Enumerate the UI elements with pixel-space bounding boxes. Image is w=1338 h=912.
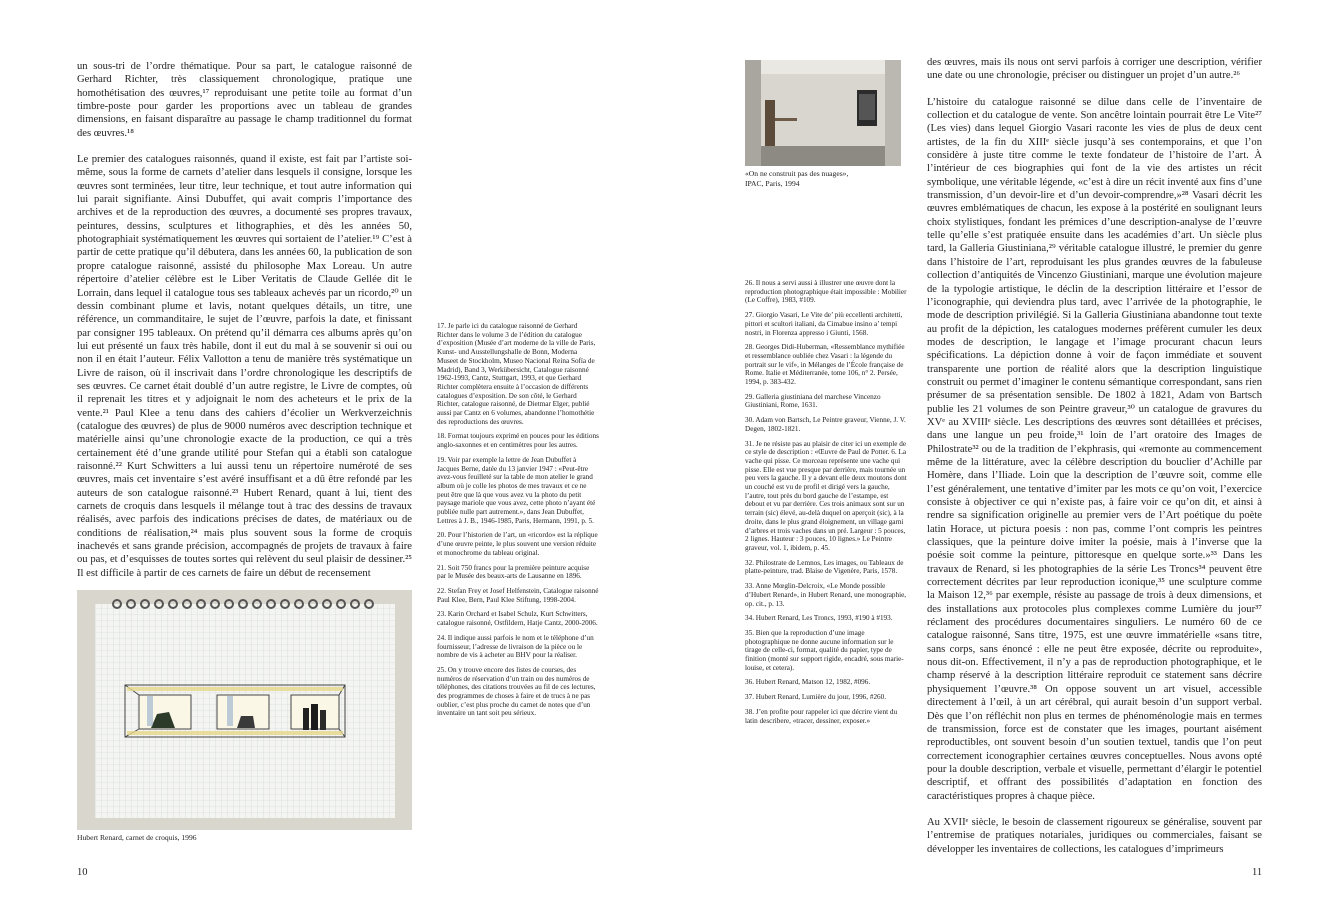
right-paragraph-2: L’histoire du catalogue raisonné se dilue dans celle de l’inventaire de collection et du catalogue de vente. Son ancêtre lointain pourrait être Le Vite²⁷ (Les vies) dans lequel Giorgio Vasari raconte les vies de plus de deux cent artistes, de la fin du XIIIᵉ siècle jusqu’à ses contemporains, et que l’on considère à juste titre comme le texte fondateur de l’histoire de l’art. À l’intérieur de ces biographies qui font de la vie des artistes un récit symbolique, une véritable légende, «c’est à dire un récit inventé aux fins d’une transmission, d’un devoir-lire et d’un devoir-comprendre,»²⁸ Vasari décrit les œuvres emblématiques de chacun, les expose à la postérité en soulignant leurs choix stylistiques, fondant les prémices d’une description-analyse de l’œuvre telle qu’elle s’est pratiquée ensuite dans les académies d’art. Un siècle plus tard, la Galleria Giustiniana,²⁹ véritable catalogue illustré, le premier du genre dans l’histoire de l’art, reproduisant les plus grandes œuvres de la fabuleuse collection d’antiquités de Vincenzo Giustiniani, marque une évolution majeure de la typologie artistique, le déclin de la description littéraire et l’essor de l’iconographie, qui deviendra plus tard, avec l’arrivée de la photographie, le mode de description privilégié. Si la Galleria Giustiniana abandonne tout texte au profit de la dépiction, les catalogues modernes préfèrent cumuler les deux modes de description, le langage et l’image procurant chacun leurs spécifications. La dépiction donne à voir de façon immédiate et souvent transparente une portion de réalité alors que la description linguistique construit ou permet d’imaginer le contenu sémantique correspondant, sans rien présumer de sa présentation sensible. De 1802 à 1821, Adam von Bartsch publie les 21 volumes de son Peintre graveur,³⁰ un catalogue de gravures du XVᵉ au XVIIIᵉ siècle. Les descriptions des œuvres sont détaillées et précises, dans une langue un peu froide,³¹ loin de l’art oratoire des Images de Philostrate³² ou de la tradition de l’ekphrasis, qui «remonte au commencement même de la littérature, avec la célèbre description du bouclier d’Achille par Homère, dans l’Iliade. Loin que la description de l’œuvre soit, comme elle l’est généralement, une tentative d’imiter par les mots ce qu’on voit, l’exercice consiste à objectiver ce qui n’existe pas, à faire voir ce qu’on dit, et ainsi à rendre sa signification originelle au premier vers de l’Art poétique du poète latin Horace, ut pictura poesis : non pas, comme l’ont compris les peintres classiques, que la peinture doive imiter la poésie, mais à l’inverse que la poésie soit comme la peinture, pittoresque en quelque sorte.»³³ Dans les travaux de Renard, si les photographies de la série Les Troncs³⁴ peuvent être correctement décrites par leur reproduction iconique,³⁵ une sculpture comme la Maison 12,³⁶ par exemple, résiste au passage de trois à deux dimensions, et des installations aux protocoles plus complexes comme Lumière du jour³⁷ réclament des procédures documentaires singuliers. Le numéro 60 de ce catalogue raisonné, Sans titre, 1975, est une œuvre immatérielle «sans titre, sans corps, sans énoncé : elle ne peut être exposée, décrite ou reproduite», nous dit-on. Effectivement, il n’y a pas de reproduction photographique, et le champ réservé à la description littéraire reproduit ce statement sans décrire physiquement l’œuvre.³⁸ On oppose souvent un art visuel, accessible directement à l’œil, à un art cérébral, qui aurait besoin d’un support verbal. Dès que l’on réfléchit non plus en termes de phénoménologie mais en termes de transmission, force est de constater que les images, pourtant aisément reproductibles, ont souvent besoin d’un soutien textuel, tandis que l’on peut correctement iconographier certaines œuvres conceptuelles. Nous avons opté pour la double description, verbale et visuelle, permettant d’élargir le potentiel descriptif, et offrant des possibilités d’adaptation en fonction des caractéristiques propres à chaque pièce.: [927, 96, 1262, 802]
gallery-photo: [745, 60, 901, 166]
footnote-31: 31. Je ne résiste pas au plaisir de citer ici un exemple de ce style de description : «Œuvre de Paul de Potter. 6. La vache qui pisse. Ce morceau représente une vache qui pisse. Elle est vue presque par derrière, mais tournée un peu vers la gauche. Il y a devant elle deux moutons dont un couché est vu de profil et dirigé vers la gauche, l’autre, tout près du bord gauche de l’estampe, est debout et vu par derrière. Ces trois animaux sont sur un terrain (sic) élevé, au-delà duquel on aperçoit (sic), à la droite, dans le plus grand éloignement, un village garni d’arbres et trois vaches dans un pré. Largeur : 5 pouces, 2 lignes. Hauteur : 3 pouces, 10 lignes.» Le Peintre graveur, vol. 1, ibidem, p. 45.: [745, 439, 907, 552]
sketchbook-drawing: [77, 590, 412, 830]
footnote-24: 24. Il indique aussi parfois le nom et le téléphone d’un fournisseur, l’adresse de livraison de la pièce ou le nombre de vis à acheter au BHV pour la réaliser.: [437, 633, 594, 660]
left-page-number: 10: [77, 867, 88, 878]
footnote-28: 28. Georges Didi-Huberman, «Ressemblance mythifiée et ressemblance oubliée chez Vasari : la légende du portrait sur le vif», in Mélanges de l’École française de Rome. Italie et Méditerranée, tome 106, n° 2. Persée, 1994, p. 383-432.: [745, 343, 905, 387]
footnote-19: 19. Voir par exemple la lettre de Jean Dubuffet à Jacques Berne, datée du 13 janvier 1947 : «Peut-être avez-vous feuilleté sur la table de mon atelier le grand album où je colle les photos de mes travaux et ce ne peut être que là que vous avez vu la photo du petit paysage mariole que vous avez, cette photo n’ayant été publiée nulle part autrement.», dans Jean Dubuffet, Lettres à J. B., 1946-1985, Paris, Hermann, 1991, p. 5.: [437, 455, 596, 525]
sketchbook-image: [77, 590, 412, 830]
footnote-38: 38. J’en profite pour rappeler ici que décrire vient du latin describere, «tracer, dessiner, exposer.»: [745, 707, 898, 725]
right-main-text: [927, 56, 1262, 864]
right-page-number: 11: [1252, 867, 1263, 878]
footnote-23: 23. Karin Orchard et Isabel Schulz, Kurt Schwitters, catalogue raisonné, Ostfildern, Hatje Cantz, 2000-2006.: [437, 610, 598, 628]
gallery-photo-drawing: [745, 60, 901, 166]
gallery-photo-caption-line2: IPAC, Paris, 1994: [745, 178, 800, 188]
gallery-photo-caption: [745, 169, 905, 188]
footnote-18: 18. Format toujours exprimé en pouces pour les éditions anglo-saxonnes et en centimètres pour les autres.: [437, 432, 599, 450]
left-main-text: [77, 60, 412, 578]
footnote-32: 32. Philostrate de Lemnos, Les images, ou Tableaux de platte-peinture, trad. Blaise de Vigenère, Paris, 1578.: [745, 558, 904, 576]
footnote-21: 21. Soit 750 francs pour la première peinture acquise par le Musée des beaux-arts de Lausanne en 1896.: [437, 563, 590, 581]
footnote-22: 22. Stefan Frey et Josef Helfenstein, Catalogue raisonné Paul Klee, Bern, Paul Klee Stiftung, 1998-2004.: [437, 586, 599, 604]
right-paragraph-3: Au XVIIᵉ siècle, le besoin de classement rigoureux se généralise, souvent par l’entremise de pratiques notariales, juridiques ou commerciales, faisant se développer les inventaires de collections, les catalogues d’imprimeurs: [927, 816, 1262, 855]
footnote-17: 17. Je parle ici du catalogue raisonné de Gerhard Richter dans le volume 3 de l’édition du catalogue d’exposition (Musée d’art moderne de la ville de Paris, Kunst- und Ausstellungshalle de Bonn, Moderna Museet de Stockholm, Museo Nacional Reina Sofía de Madrid), Band 3, Werkübersicht, Catalogue raisonné 1962-1993, Cantz, Stuttgart, 1993, et que Gerhard Richter complètera ensuite à l’occasion de différents catalogues d’exposition. De son côté, le Gerhard Richter, catalogue raisonné, de Dietmar Elger, publié aussi par Cantz en 6 volumes, abandonne l’homothétie des reproductions des œuvres.: [437, 322, 596, 426]
footnote-36: 36. Hubert Renard, Matson 12, 1982, #096.: [745, 678, 871, 687]
footnote-34: 34. Hubert Renard, Les Troncs, 1993, #190 à #193.: [745, 614, 893, 623]
left-paragraph-2: Le premier des catalogues raisonnés, quand il existe, est fait par l’artiste soi-même, sous la forme de carnets d’atelier dans lesquels il consigne, lorsque les œuvres sont terminées, leur titre, leur technique, et tout autre information qui lui parait signifiante. Ainsi Dubuffet, qui avait compris l’importance des archives et de la reproduction des œuvres, a documenté ses propres travaux, peintures, dessins, sculptures et lithographies, et dès les années 50, photographiait systématiquement les œuvres qui sortaient de l’atelier.¹⁹ C’est à partir de cette pratique qu’il débutera, dans les années 60, la publication de son propre catalogue raisonné, assisté du philosophe Max Loreau. Un autre répertoire d’atelier célèbre est le Liber Veritatis de Claude Gellée dit le Lorrain, dans lequel il catalogue tous ses tableaux achevés par un ricordo,²⁰ un dessin combinant plume et lavis, notant quelques détails, un titre, une référence, un commanditaire, le sujet de l’œuvre, parfois la date, et finissant par consigner 195 tableaux. On prétend qu’il démarra ces albums après qu’on lui eut présenté un faux très habile, dont il eut du mal à se souvenir si oui ou non il en était l’auteur. Félix Vallotton a tenu de manière très systématique un Livre de raison, où il inscrivait dans l’ordre chronologique les descriptifs de ses œuvres. Ce carnet était doublé d’un autre registre, le Livre de comptes, où il reprenait les titres et y adjoignait le nom des acheteurs et le prix de la vente.²¹ Paul Klee a tenu dans des cahiers d’écolier un Werkverzeichnis (catalogue des œuvres) de plus de 9000 numéros avec description technique et matérielle ainsi qu’une chronologie exacte de la production, ce qui a très certainement été d’une grande utilité pour Stefan qui a établi son catalogue raisonné.²² Kurt Schwitters a lui aussi tenu un répertoire numéroté de ses œuvres, mais cet inventaire s’est avéré insuffisant et a dû être refondé par les auteurs de son catalogue raisonné.²³ Hubert Renard, quant à lui, tient des carnets de croquis dans lesquels il mélange tout à trac des dessins de travaux réalisés, avec parfois des indications précises de dates, de matériaux ou de conditions de réalisation,²⁴ mais plus souvent sous la forme de croquis inachevés et sans grande précision, accompagnés de projets de travaux à faire ou pas, et d’esquisses de toutes sortes qui relèvent du seul plaisir de dessiner.²⁵ Il est difficile à partir de ces carnets de faire un début de recensement: [77, 154, 412, 578]
left-paragraph-1: un sous-tri de l’ordre thématique. Pour sa part, le catalogue raisonné de Gerhard Richter, très classiquement chronologique, pratique une homothétisation des œuvres,¹⁷ reproduisant une petite toile au format d’un timbre-poste pour garder les proportions avec un tableau de grandes dimensions, en faisant disparaître au passage le champ traditionnel du format des œuvres.¹⁸: [77, 61, 412, 139]
left-footnotes: [437, 322, 599, 842]
gallery-photo-caption-line1: «On ne construit pas des nuages»,: [745, 169, 849, 178]
footnote-37: 37. Hubert Renard, Lumière du jour, 1996, #260.: [745, 693, 887, 702]
footnote-35: 35. Bien que la reproduction d’une image photographique ne donne aucune information sur le tirage de celle-ci, format, qualité du papier, type de finition (monté sur support rigide, encadré, sous marie-louise, et cetera).: [745, 628, 904, 672]
footnote-25: 25. On y trouve encore des listes de courses, des numéros de réservation d’un train ou des numéros de téléphones, des citations trouvées au fil de ces lectures, des programmes de choses à faire et de trucs à ne pas oublier, c’est plus proche du carnet de notes que d’un inventaire un tant soit peu sérieux.: [437, 665, 596, 718]
right-footnotes: [745, 279, 907, 844]
footnote-29: 29. Galleria giustiniana del marchese Vincenzo Giustiniani, Rome, 1631.: [745, 392, 881, 410]
footnote-33: 33. Anne Mœglin-Delcroix, «Le Monde possible d’Hubert Renard», in Hubert Renard, une monographie, op. cit., p. 13.: [745, 582, 907, 608]
left-figure-caption: Hubert Renard, carnet de croquis, 1996: [77, 833, 197, 842]
footnote-30: 30. Adam von Bartsch, Le Peintre graveur, Vienne, J. V. Degen, 1802-1821.: [745, 416, 906, 433]
footnote-20: 20. Pour l’historien de l’art, un «ricordo» est la réplique d’une œuvre peinte, le plus souvent une version réduite et monochrome du tableau original.: [437, 531, 598, 557]
right-paragraph-1: des œuvres, mais ils nous ont servi parfois à corriger une description, vérifier une date ou une chronologie, préciser ou distinguer un projet d’un autre.²⁶: [927, 57, 1262, 82]
footnote-26: 26. Il nous a servi aussi à illustrer une œuvre dont la reproduction photographique était impossible : Mobilier (Le Coffre), 1983, #109.: [745, 279, 907, 305]
footnote-27: 27. Giorgio Vasari, Le Vite de’ più eccellenti architetti, pittori et scultori italiani, da Cimabue insino a’ tempi nostri, in Florenza appresso i Giunti, 1568.: [745, 311, 903, 337]
